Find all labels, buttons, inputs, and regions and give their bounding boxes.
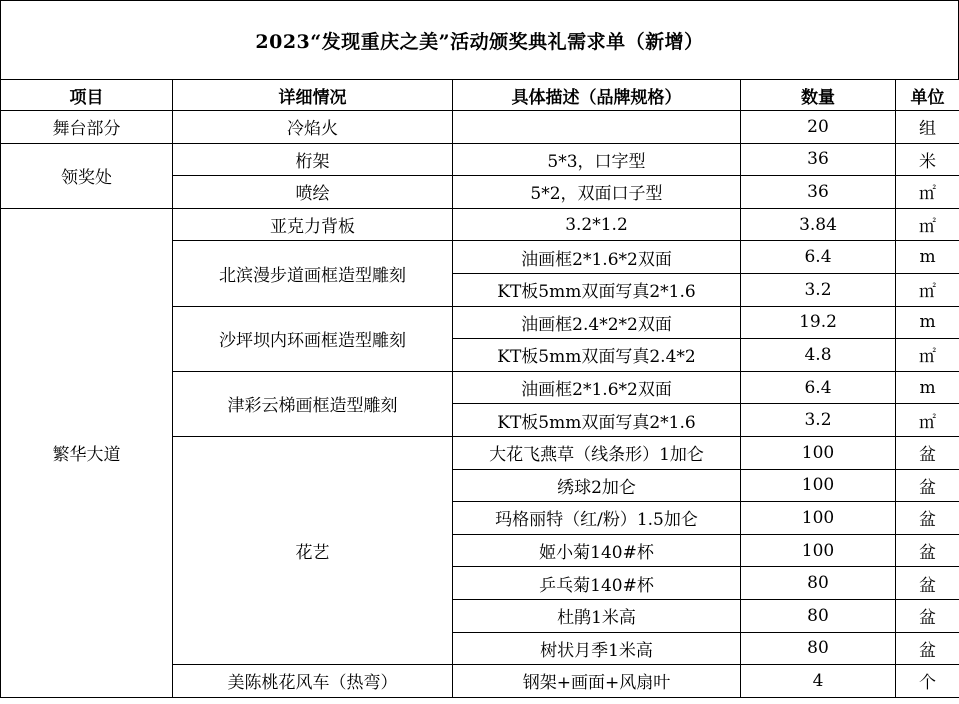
requirement-table bbox=[0, 79, 959, 698]
quantity-cell: 3.2 bbox=[741, 404, 896, 437]
detail-cell: 桁架 bbox=[173, 143, 453, 176]
header-item: 项目 bbox=[1, 80, 173, 111]
description-cell: 姬小菊140#杯 bbox=[453, 534, 741, 567]
unit-cell: 盆 bbox=[896, 436, 959, 469]
header-description: 具体描述（品牌规格） bbox=[453, 80, 741, 111]
group-cell: 北滨漫步道画框造型雕刻 bbox=[173, 241, 453, 306]
description-cell: 5*3，口字型 bbox=[453, 143, 741, 176]
unit-cell: ㎡ bbox=[896, 273, 959, 306]
quantity-cell: 4 bbox=[741, 665, 896, 698]
unit-cell: ㎡ bbox=[896, 208, 959, 241]
unit-cell: 盆 bbox=[896, 502, 959, 535]
section-cell: 舞台部分 bbox=[1, 111, 173, 144]
detail-cell: 冷焰火 bbox=[173, 111, 453, 144]
description-cell: 树状月季1米高 bbox=[453, 632, 741, 665]
unit-cell: m bbox=[896, 306, 959, 339]
group-cell: 沙坪坝内环画框造型雕刻 bbox=[173, 306, 453, 371]
table-row bbox=[1, 208, 959, 241]
description-cell: KT板5mm双面写真2.4*2 bbox=[453, 339, 741, 372]
unit-cell: 盆 bbox=[896, 469, 959, 502]
quantity-cell: 100 bbox=[741, 436, 896, 469]
quantity-cell: 100 bbox=[741, 502, 896, 535]
description-cell: 乒乓菊140#杯 bbox=[453, 567, 741, 600]
quantity-cell: 36 bbox=[741, 143, 896, 176]
header-detail: 详细情况 bbox=[173, 80, 453, 111]
header-quantity: 数量 bbox=[741, 80, 896, 111]
description-cell: 玛格丽特（红/粉）1.5加仑 bbox=[453, 502, 741, 535]
unit-cell: ㎡ bbox=[896, 404, 959, 437]
unit-cell: 盆 bbox=[896, 599, 959, 632]
quantity-cell: 6.4 bbox=[741, 371, 896, 404]
description-cell: 油画框2*1.6*2双面 bbox=[453, 371, 741, 404]
quantity-cell: 36 bbox=[741, 176, 896, 209]
unit-cell: 盆 bbox=[896, 567, 959, 600]
unit-cell: 组 bbox=[896, 111, 959, 144]
unit-cell: 个 bbox=[896, 665, 959, 698]
description-cell: 大花飞燕草（线条形）1加仑 bbox=[453, 436, 741, 469]
description-cell: 5*2，双面口子型 bbox=[453, 176, 741, 209]
description-cell: 绣球2加仑 bbox=[453, 469, 741, 502]
detail-cell: 亚克力背板 bbox=[173, 208, 453, 241]
unit-cell: m bbox=[896, 241, 959, 274]
unit-cell: 盆 bbox=[896, 632, 959, 665]
quantity-cell: 80 bbox=[741, 599, 896, 632]
header-unit: 单位 bbox=[896, 80, 959, 111]
quantity-cell: 3.2 bbox=[741, 273, 896, 306]
description-cell: 3.2*1.2 bbox=[453, 208, 741, 241]
quantity-cell: 19.2 bbox=[741, 306, 896, 339]
group-cell: 花艺 bbox=[173, 436, 453, 664]
detail-cell: 美陈桃花风车（热弯） bbox=[173, 665, 453, 698]
description-cell: 油画框2.4*2*2双面 bbox=[453, 306, 741, 339]
unit-cell: m bbox=[896, 371, 959, 404]
description-cell: 钢架+画面+风扇叶 bbox=[453, 665, 741, 698]
description-cell: 油画框2*1.6*2双面 bbox=[453, 241, 741, 274]
quantity-cell: 4.8 bbox=[741, 339, 896, 372]
quantity-cell: 3.84 bbox=[741, 208, 896, 241]
quantity-cell: 80 bbox=[741, 632, 896, 665]
quantity-cell: 100 bbox=[741, 534, 896, 567]
description-cell bbox=[453, 111, 741, 144]
page-title: 2023“发现重庆之美”活动颁奖典礼需求单（新增） bbox=[0, 0, 959, 80]
unit-cell: ㎡ bbox=[896, 176, 959, 209]
quantity-cell: 6.4 bbox=[741, 241, 896, 274]
unit-cell: 盆 bbox=[896, 534, 959, 567]
quantity-cell: 100 bbox=[741, 469, 896, 502]
detail-cell: 喷绘 bbox=[173, 176, 453, 209]
table-row bbox=[1, 111, 959, 144]
quantity-cell: 80 bbox=[741, 567, 896, 600]
description-cell: 杜鹃1米高 bbox=[453, 599, 741, 632]
section-cell: 领奖处 bbox=[1, 143, 173, 208]
table-row bbox=[1, 143, 959, 176]
unit-cell: 米 bbox=[896, 143, 959, 176]
description-cell: KT板5mm双面写真2*1.6 bbox=[453, 404, 741, 437]
group-cell: 津彩云梯画框造型雕刻 bbox=[173, 371, 453, 436]
quantity-cell: 20 bbox=[741, 111, 896, 144]
section-cell: 繁华大道 bbox=[1, 208, 173, 697]
table-header-row bbox=[1, 80, 959, 111]
description-cell: KT板5mm双面写真2*1.6 bbox=[453, 273, 741, 306]
unit-cell: ㎡ bbox=[896, 339, 959, 372]
